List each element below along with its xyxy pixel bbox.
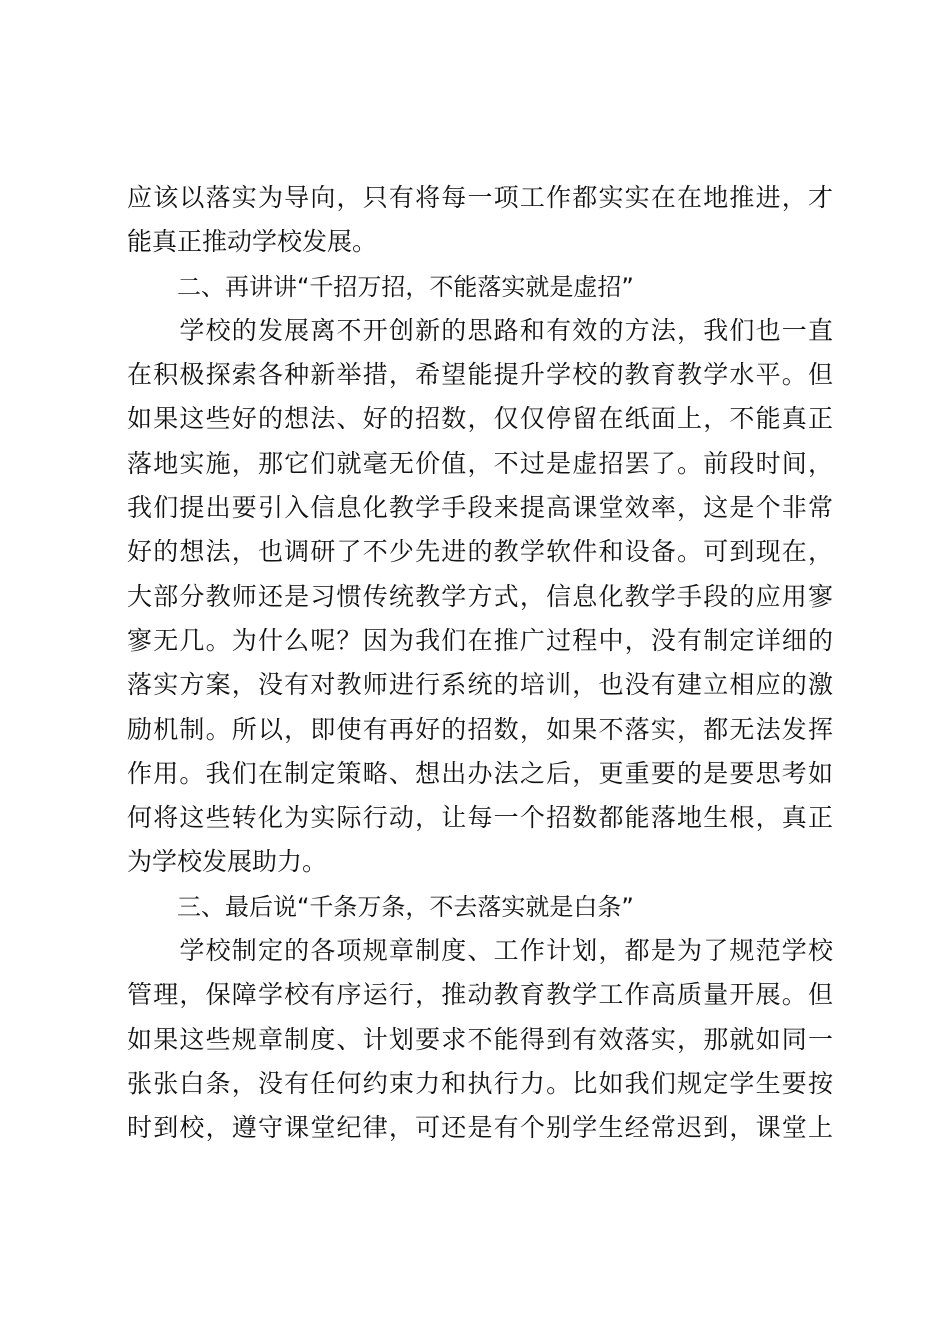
paragraph-line: 作用。我们在制定策略、想出办法之后，更重要的是要思考如 [127, 758, 833, 788]
section-heading-3: 三、最后说“千条万条，不去落实就是白条” [177, 892, 634, 921]
paragraph-line: 如果这些规章制度、计划要求不能得到有效落实，那就如同一 [127, 1024, 833, 1054]
paragraph-line: 何将这些转化为实际行动，让每一个招数都能落地生根，真正 [127, 803, 833, 833]
paragraph-line: 在积极探索各种新举措，希望能提升学校的教育教学水平。但 [127, 360, 833, 390]
section-heading-2: 二、再讲讲“千招万招，不能落实就是虚招” [177, 272, 634, 301]
paragraph-line: 如果这些好的想法、好的招数，仅仅停留在纸面上，不能真正 [127, 404, 833, 434]
paragraph-line: 大部分教师还是习惯传统教学方式，信息化教学手段的应用寥 [127, 581, 833, 611]
paragraph-line: 能真正推动学校发展。 [127, 227, 378, 257]
paragraph-line: 落实方案，没有对教师进行系统的培训，也没有建立相应的激 [127, 670, 833, 700]
paragraph-line: 管理，保障学校有序运行，推动教育教学工作高质量开展。但 [127, 980, 833, 1010]
paragraph-line: 学校的发展离不开创新的思路和有效的方法，我们也一直 [127, 315, 833, 345]
paragraph-line: 我们提出要引入信息化教学手段来提高课堂效率，这是个非常 [127, 493, 833, 523]
paragraph-line: 学校制定的各项规章制度、工作计划，都是为了规范学校 [127, 936, 833, 966]
paragraph-line: 应该以落实为导向，只有将每一项工作都实实在在地推进，才 [127, 183, 833, 212]
document-body [127, 176, 833, 1151]
paragraph-line: 好的想法，也调研了不少先进的教学软件和设备。可到现在， [127, 537, 833, 567]
paragraph-line: 时到校，遵守课堂纪律，可还是有个别学生经常迟到，课堂上 [127, 1113, 833, 1143]
paragraph-line: 寥无几。为什么呢？因为我们在推广过程中，没有制定详细的 [127, 625, 833, 655]
paragraph-line: 励机制。所以，即使有再好的招数，如果不落实，都无法发挥 [127, 714, 833, 744]
paragraph-line: 落地实施，那它们就毫无价值，不过是虚招罢了。前段时间， [127, 448, 833, 478]
paragraph-line: 张张白条，没有任何约束力和执行力。比如我们规定学生要按 [127, 1068, 833, 1098]
paragraph-line: 为学校发展助力。 [127, 847, 328, 877]
